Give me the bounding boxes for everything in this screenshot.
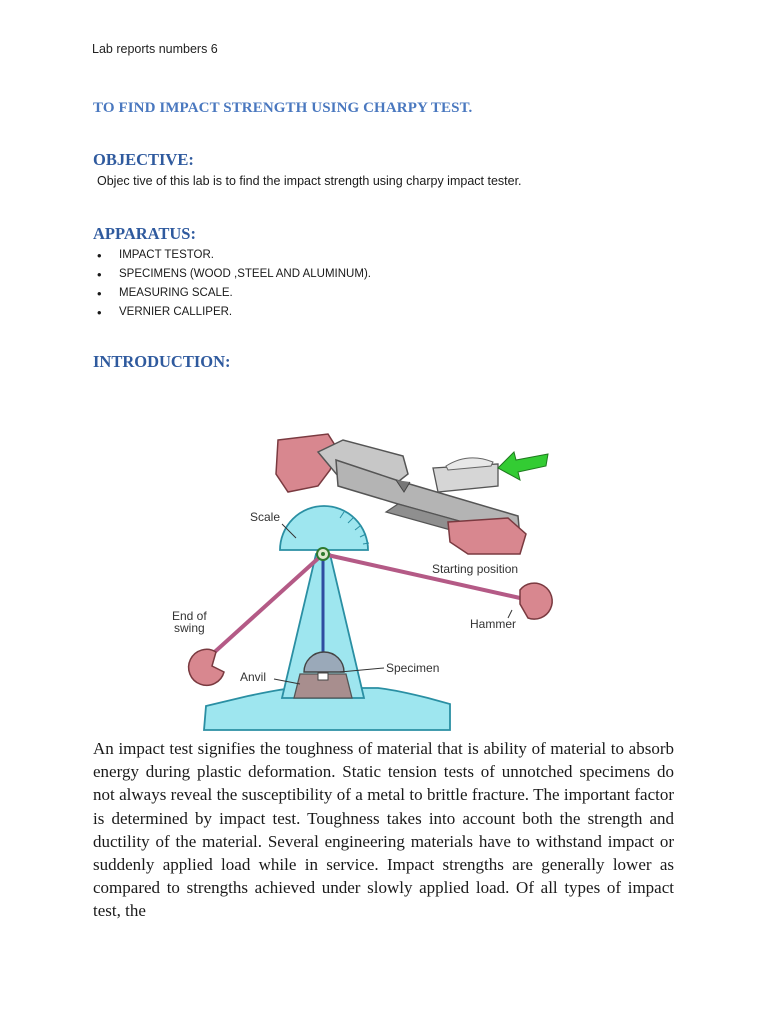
apparatus-list [97,246,371,322]
apparatus-item-label: SPECIMENS (WOOD ,STEEL AND ALUMINUM). [119,268,371,280]
objective-text: Objec tive of this lab is to find the impact strength using charpy impact tester. [97,174,522,188]
introduction-heading: INTRODUCTION: [93,352,231,371]
apparatus-item-label: VERNIER CALLIPER. [119,306,233,318]
starting-position-label: Starting position [432,562,519,576]
scale-label: Scale [250,510,281,524]
hammer-label: Hammer [470,617,517,631]
document-title: TO FIND IMPACT STRENGTH USING CHARPY TEST. [93,100,473,116]
specimen-label: Specimen [386,661,440,675]
bullet-icon: • [97,286,102,301]
apparatus-item-label: MEASURING SCALE. [119,287,233,299]
apparatus-heading: APPARATUS: [93,224,196,243]
charpy-tester-figure [168,426,588,738]
bullet-icon: • [97,305,102,320]
bullet-icon: • [97,248,102,263]
end-of-swing-label-line2: swing [174,621,205,635]
apparatus-item-label: IMPACT TESTOR. [119,249,214,261]
introduction-paragraph: An impact test signifies the toughness of material that is ability of material to absorb energy during plastic deformation. Static tension tests of unnotched specimens do not always reveal the susceptibility of a metal to brittle fracture. The important factor is determined by impact test. Toughness takes into account both the strength and ductility of the material. Several engineering materials have to withstand impact or suddenly applied load while in service. Impact strengths are generally lower as compared to strengths achieved under slowly applied load. Of all types of impact test, the [93,739,674,921]
objective-heading: OBJECTIVE: [93,150,194,169]
end-of-swing-label-line1: End of [172,609,207,623]
bullet-icon: • [97,267,102,282]
document-header: Lab reports numbers 6 [92,42,218,56]
anvil-label: Anvil [240,670,267,684]
apparatus-item [97,265,371,284]
apparatus-item [97,246,371,265]
apparatus-item [97,303,371,322]
apparatus-item [97,284,371,303]
